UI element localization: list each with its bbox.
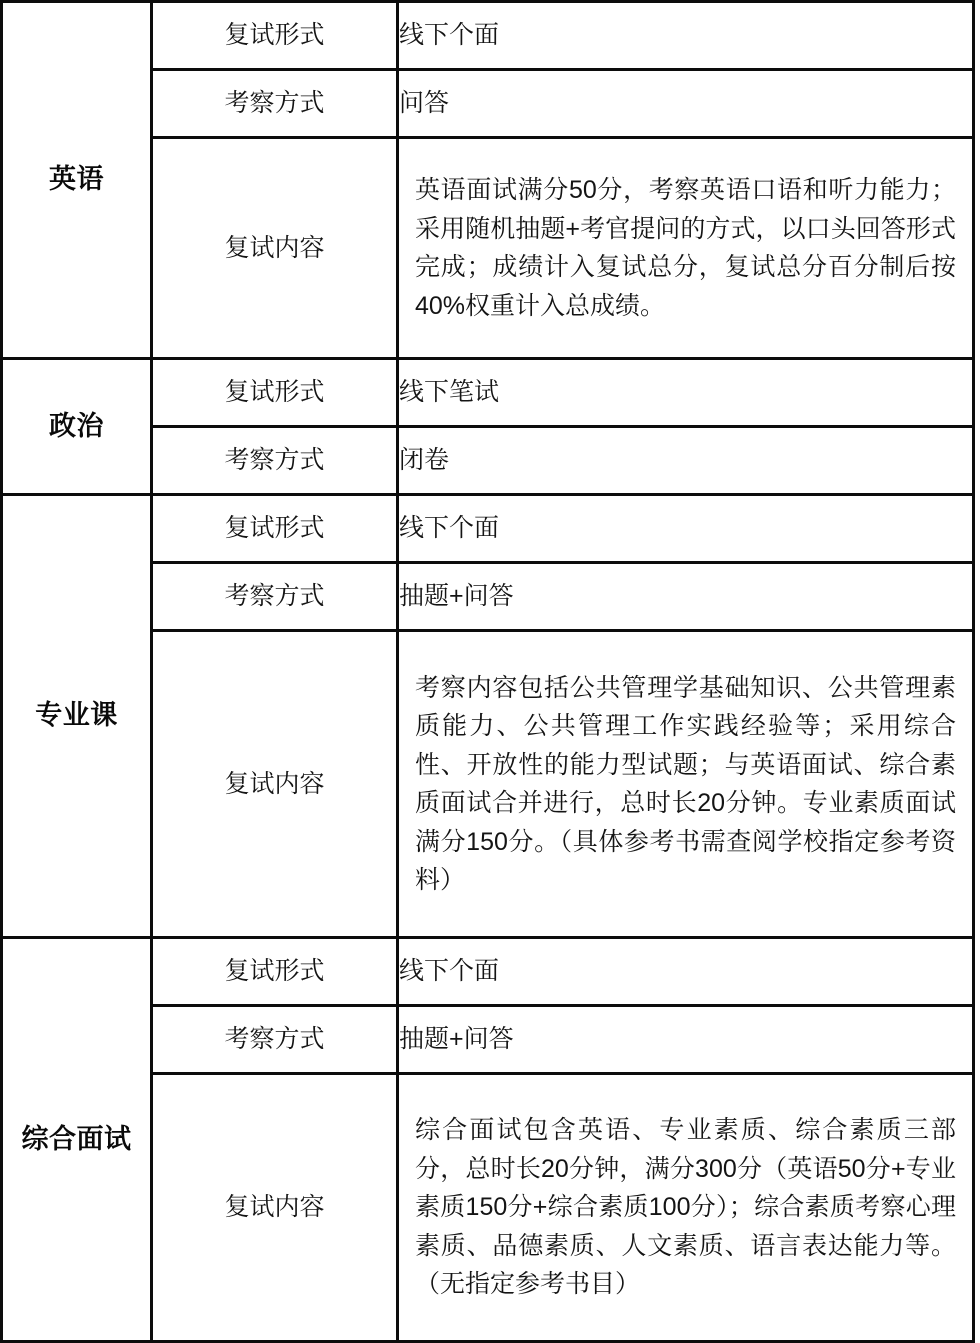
group-label-english: 英语 bbox=[2, 2, 152, 359]
attr-label-english-content: 复试内容 bbox=[152, 138, 398, 359]
attr-value-major-method: 抽题+问答 bbox=[398, 563, 974, 631]
attr-label-politics-format: 复试形式 bbox=[152, 359, 398, 427]
attr-value-english-format: 线下个面 bbox=[398, 2, 974, 70]
attr-label-major-content: 复试内容 bbox=[152, 631, 398, 938]
attr-value-comprehensive-method: 抽题+问答 bbox=[398, 1006, 974, 1074]
attr-label-english-method: 考察方式 bbox=[152, 70, 398, 138]
attr-value-comprehensive-content: 综合面试包含英语、专业素质、综合素质三部分，总时长20分钟，满分300分（英语50分+专业素质150分+综合素质100分）；综合素质考察心理素质、品德素质、人文素质、语言表达能力等。（无指定参考书目） bbox=[398, 1074, 974, 1342]
attr-value-politics-format: 线下笔试 bbox=[398, 359, 974, 427]
attr-label-comprehensive-method: 考察方式 bbox=[152, 1006, 398, 1074]
group-label-politics: 政治 bbox=[2, 359, 152, 495]
attr-label-comprehensive-content: 复试内容 bbox=[152, 1074, 398, 1342]
attr-label-major-format: 复试形式 bbox=[152, 495, 398, 563]
table-row bbox=[2, 359, 974, 427]
group-label-major: 专业课 bbox=[2, 495, 152, 938]
attr-label-politics-method: 考察方式 bbox=[152, 427, 398, 495]
attr-label-english-format: 复试形式 bbox=[152, 2, 398, 70]
table-row bbox=[2, 2, 974, 70]
attr-value-comprehensive-format: 线下个面 bbox=[398, 938, 974, 1006]
attr-value-major-format: 线下个面 bbox=[398, 495, 974, 563]
attr-label-comprehensive-format: 复试形式 bbox=[152, 938, 398, 1006]
attr-value-english-method: 问答 bbox=[398, 70, 974, 138]
attr-value-major-content: 考察内容包括公共管理学基础知识、公共管理素质能力、公共管理工作实践经验等；采用综合性、开放性的能力型试题；与英语面试、综合素质面试合并进行，总时长20分钟。专业素质面试满分150分。（具体参考书需查阅学校指定参考资料） bbox=[398, 631, 974, 938]
attr-label-major-method: 考察方式 bbox=[152, 563, 398, 631]
group-label-comprehensive-interview: 综合面试 bbox=[2, 938, 152, 1342]
attr-value-politics-method: 闭卷 bbox=[398, 427, 974, 495]
attr-value-english-content: 英语面试满分50分，考察英语口语和听力能力；采用随机抽题+考官提问的方式，以口头回答形式完成；成绩计入复试总分，复试总分百分制后按40%权重计入总成绩。 bbox=[398, 138, 974, 359]
table-row bbox=[2, 495, 974, 563]
table-row bbox=[2, 938, 974, 1006]
